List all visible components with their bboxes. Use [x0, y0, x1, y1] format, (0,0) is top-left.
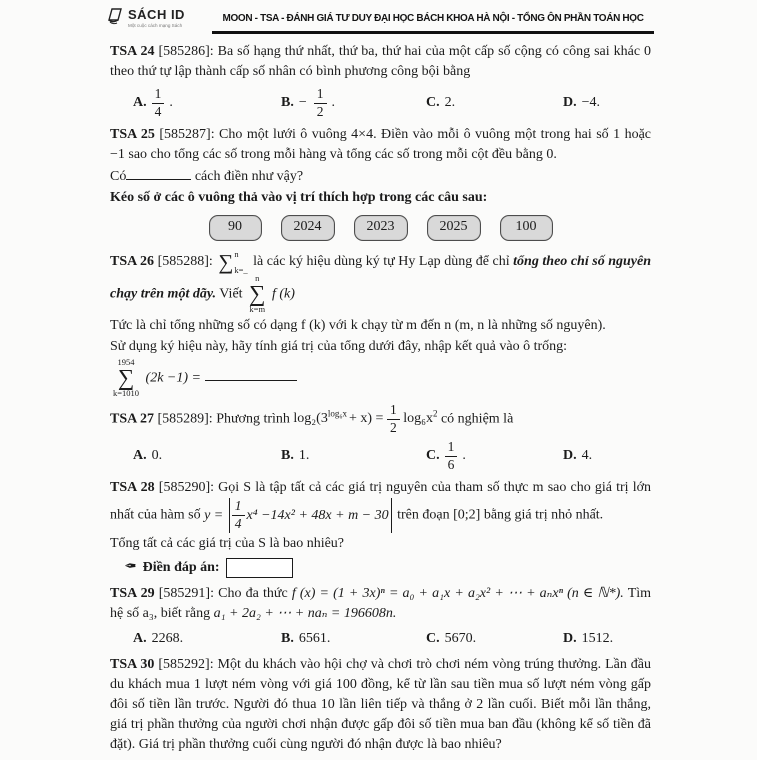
- question-code: [585286]:: [158, 44, 214, 59]
- fill-answer-row: [110, 558, 651, 578]
- question-code: [585290]:: [158, 480, 214, 496]
- question-text: [110, 42, 651, 82]
- header-rule: [212, 5, 654, 34]
- answer-blank[interactable]: [126, 166, 191, 180]
- option-d[interactable]: D. −4.: [563, 95, 601, 111]
- answer-options: [110, 629, 651, 649]
- instruction-text: Sử dụng ký hiệu này, hãy tính giá trị của tổng dưới đây, nhập kết quả vào ô trống:: [110, 338, 568, 354]
- question-code: [585287]:: [159, 127, 215, 143]
- question-code: [585292]:: [158, 656, 214, 672]
- emphasized-text: tổng theo chỉ số nguyên chạy trên một dãy.: [110, 254, 652, 302]
- drag-chip[interactable]: 90: [209, 215, 262, 241]
- page-header: [108, 5, 654, 34]
- sigma-notation: n ∑ k=m: [249, 273, 266, 315]
- fraction: $\frac{1}{6}$: [445, 440, 458, 472]
- question-text: TSA 27 [585289]: Phương trình $\log_2(3^{log_6x} + x)$ = $\frac{1}{2}$ $\log_6x^2$ có nghiệm là: [110, 402, 514, 435]
- option-b[interactable]: B. − $\frac{1}{2}$ .: [281, 86, 335, 119]
- fraction: $\frac{1}{2}$: [387, 403, 400, 435]
- option-d[interactable]: D. 1512.: [563, 630, 614, 646]
- logo-text: SÁCH ID: [128, 7, 185, 22]
- answer-label: Điền đáp án:: [142, 559, 220, 575]
- question-label: TSA 25: [110, 127, 155, 143]
- fraction: $\frac{1}{4}$: [152, 87, 165, 119]
- equation: y = $\frac{1}{4}$ x⁴ −14x² + 48x + m − 30: [204, 508, 394, 523]
- equation: $\log_2(3^{log_6x} + x)$ = $\frac{1}{2}$ $\log_6x^2$: [293, 402, 438, 435]
- sach-id-logo: [108, 5, 212, 31]
- question-label: TSA 27: [110, 411, 154, 427]
- option-d[interactable]: D. 4.: [563, 448, 593, 464]
- question-tsa-30: [110, 655, 651, 755]
- question-statement: Cho một lưới ô vuông 4×4. Điền vào mỗi ô vuông một trong hai số 1 hoặc −1 sao cho tổng các số trong mỗi hàng và tổng các số trong mỗi cột đều bằng 0.: [110, 127, 652, 163]
- question-label: TSA 26: [110, 254, 155, 270]
- sigma-notation: ∑ n k=_: [218, 249, 248, 275]
- option-c[interactable]: C. 2.: [426, 95, 456, 111]
- option-a[interactable]: A. 0.: [133, 448, 163, 464]
- absolute-value: $\frac{1}{4}$ x⁴ −14x² + 48x + m − 30: [229, 498, 392, 532]
- book-icon: [108, 7, 125, 31]
- option-b[interactable]: B. 6561.: [281, 630, 331, 646]
- question-label: TSA 24: [110, 44, 155, 59]
- pen-icon: ✒: [124, 559, 137, 576]
- question-tsa-27: [110, 403, 651, 472]
- answer-options: [110, 87, 651, 119]
- question-code: [585289]:: [157, 411, 213, 427]
- equation: a₁ + 2a₂ + ⋯ + naₙ = 196608n.: [213, 605, 397, 621]
- question-text: TSA 26 [585288]: ∑ n k=_ là các ký hiệu dùng ký tự Hy Lạp dùng để chỉ tổng theo chỉ số nguyên chạy trên một dãy. Viết n ∑ k=m f (k): [110, 249, 652, 315]
- explanation-text: Tức là chỉ tổng những số có dạng f (k) với k chạy từ m đến n (m, n là những số nguyên).: [110, 317, 606, 333]
- logo-tagline: Một cuộc cách mạng Sách: [128, 23, 183, 28]
- equation: f (x) = (1 + 3x)ⁿ = a₀ + a₁x + a₂x² + ⋯ + aₙxⁿ (n ∈ ℕ*).: [291, 585, 624, 601]
- answer-input-box[interactable]: [226, 558, 293, 578]
- questions-content: [110, 42, 651, 760]
- fill-blank-line: Có cách điền như vậy?: [110, 166, 651, 187]
- sigma-notation: 1954 ∑ k=1010: [113, 356, 140, 398]
- question-label: TSA 30: [110, 656, 155, 672]
- question-tsa-24: [110, 42, 651, 119]
- question-code: [585288]:: [157, 254, 213, 270]
- option-c[interactable]: C. $\frac{1}{6}$ .: [426, 439, 466, 472]
- question-text: [110, 125, 651, 165]
- sum-body: (2k −1) =: [145, 370, 201, 386]
- drag-chip[interactable]: 2024: [281, 215, 335, 241]
- fraction: $\frac{1}{2}$: [314, 87, 327, 119]
- option-a[interactable]: A. $\frac{1}{4}$ .: [133, 86, 173, 119]
- question-label: TSA 28: [110, 480, 155, 496]
- drag-chip[interactable]: 100: [500, 215, 553, 241]
- drag-chip[interactable]: 2025: [427, 215, 481, 241]
- question-label: TSA 29: [110, 585, 155, 601]
- question-tsa-26: [110, 250, 651, 398]
- question-tsa-28: [110, 478, 651, 577]
- sum-body: f (k): [271, 286, 295, 302]
- drag-values-row: [110, 215, 651, 241]
- question-tsa-29: [110, 584, 651, 649]
- question-followup: Tổng tất cả các giá trị của S là bao nhiêu?: [110, 535, 345, 551]
- drag-chip[interactable]: 2023: [354, 215, 408, 241]
- question-code: [585291]:: [158, 585, 214, 601]
- question-text: TSA 29 [585291]: Cho đa thức f (x) = (1 + 3x)ⁿ = a₀ + a₁x + a₂x² + ⋯ + aₙxⁿ (n ∈ ℕ*). Tìm hệ số a₃, biết rằng a₁ + 2a₂ + ⋯ + naₙ = 196608n.: [110, 585, 652, 621]
- option-b[interactable]: B. 1.: [281, 448, 310, 464]
- fraction: $\frac{1}{4}$: [232, 499, 245, 531]
- document-title: MOON - TSA - ĐÁNH GIÁ TƯ DUY ĐẠI HỌC BÁCH KHOA HÀ NỘI - TỔNG ÔN PHẦN TOÁN HỌC: [222, 13, 644, 24]
- question-statement: Ba số hạng thứ nhất, thứ ba, thứ hai của một cấp số cộng có công sai khác 0 theo thứ tự lập thành cấp số nhân có bình phương công bội bằng: [110, 44, 652, 80]
- option-a[interactable]: A. 2268.: [133, 630, 184, 646]
- question-statement: Một du khách vào hội chợ và chơi trò chơi ném vòng trúng thưởng. Lần đầu du khách mua 1 lượt ném vòng với giá 100 đồng, kể từ lần sau tiền mua số lượt ném vòng gấp đôi số tiền lần trước. Người đó thua 10 lần liên tiếp và thắng ở 2 lần cuối. Biết mỗi lần thắng, giá trị phần thưởng của người chơi nhận được gấp đôi số tiền mua ban đầu (không kể số tiền đã đặt). Giá trị phần thưởng cuối cùng người đó nhận được là bao nhiêu?: [110, 656, 652, 752]
- question-statement: Gọi S là tập tất cả các giá trị nguyên của tham số thực m sao cho giá trị lớn nhất của hàm số: [110, 480, 652, 523]
- question-text: [110, 655, 651, 755]
- sum-equation: [110, 358, 651, 399]
- answer-options: [110, 440, 651, 472]
- answer-blank[interactable]: [205, 367, 297, 381]
- option-c[interactable]: C. 5670.: [426, 630, 477, 646]
- drag-instruction: Kéo số ở các ô vuông thả vào vị trí thích hợp trong các câu sau:: [110, 190, 488, 206]
- question-text: TSA 28 [585290]: Gọi S là tập tất cả các giá trị nguyên của tham số thực m sao cho giá trị lớn nhất của hàm số y = $\frac{1}{4}$ x⁴ −14x² + 48x + m − 30 trên đoạn [0;2] bằng giá trị nhỏ nhất.: [110, 480, 652, 532]
- question-tsa-25: [110, 125, 651, 241]
